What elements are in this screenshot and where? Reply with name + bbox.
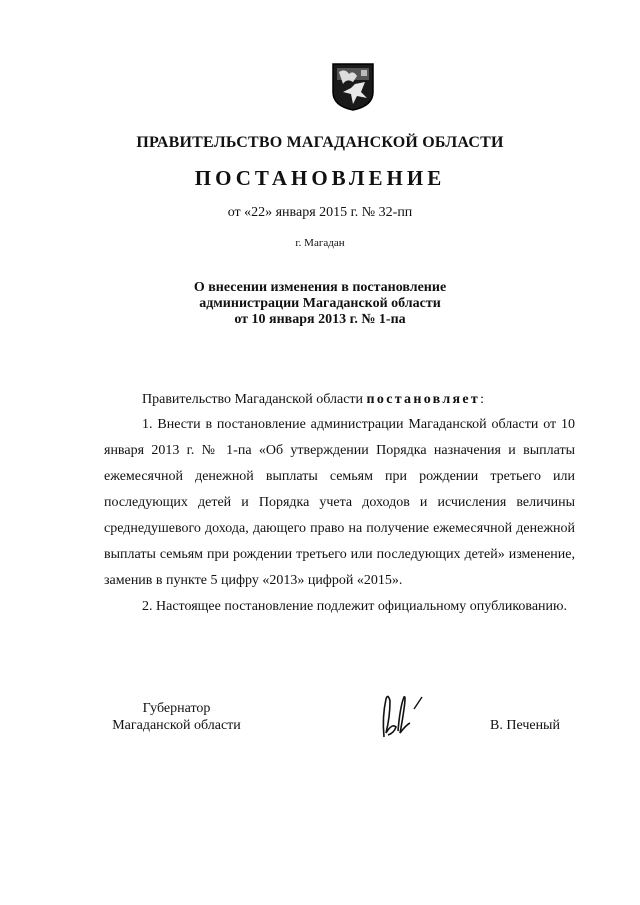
position-line-1: Губернатор — [142, 701, 211, 716]
signatory-name: В. Печеный — [490, 718, 560, 733]
document-date-number: от «22» января 2015 г. № 32-пп — [227, 205, 413, 220]
document-city: г. Магадан — [295, 237, 345, 249]
subject-line-3: от 10 января 2013 г. № 1-па — [234, 312, 406, 327]
resolution-intro — [142, 387, 582, 413]
handwritten-signature-icon — [370, 687, 430, 741]
signatory-position — [104, 700, 249, 734]
resolution-item-2: 2. Настоящее постановление подлежит официальному опубликованию. — [142, 599, 567, 614]
document-type-heading: ПОСТАНОВЛЕНИЕ — [194, 166, 446, 190]
resolution-item-1: 1. Внести в постановление администрации Магаданской области от 10 января 2013 г. № 1-па «Об утверждении Порядка назначения и выплаты ежемесячной денежной выплаты семьям при рождении третьего или последующих детей и Порядка учета доходов и исчисления величины среднедушевого дохода, дающего право на получение ежемесячной денежной выплаты семьям при рождении третьего или последующих детей» изменение, заменив в пункте 5 цифру «2013» цифрой «2015». — [104, 417, 575, 588]
intro-prefix: Правительство Магаданской области — [142, 392, 367, 407]
position-line-2: Магаданской области — [112, 718, 241, 733]
intro-emphasis: постановляет — [366, 392, 481, 407]
coat-of-arms-emblem-icon — [331, 62, 375, 112]
subject-line-2: администрации Магаданской области — [199, 296, 441, 311]
organization-title: ПРАВИТЕЛЬСТВО МАГАДАНСКОЙ ОБЛАСТИ — [136, 134, 504, 151]
intro-suffix: : — [480, 392, 484, 407]
subject-line-1: О внесении изменения в постановление — [193, 280, 447, 295]
document-subject — [0, 280, 640, 328]
